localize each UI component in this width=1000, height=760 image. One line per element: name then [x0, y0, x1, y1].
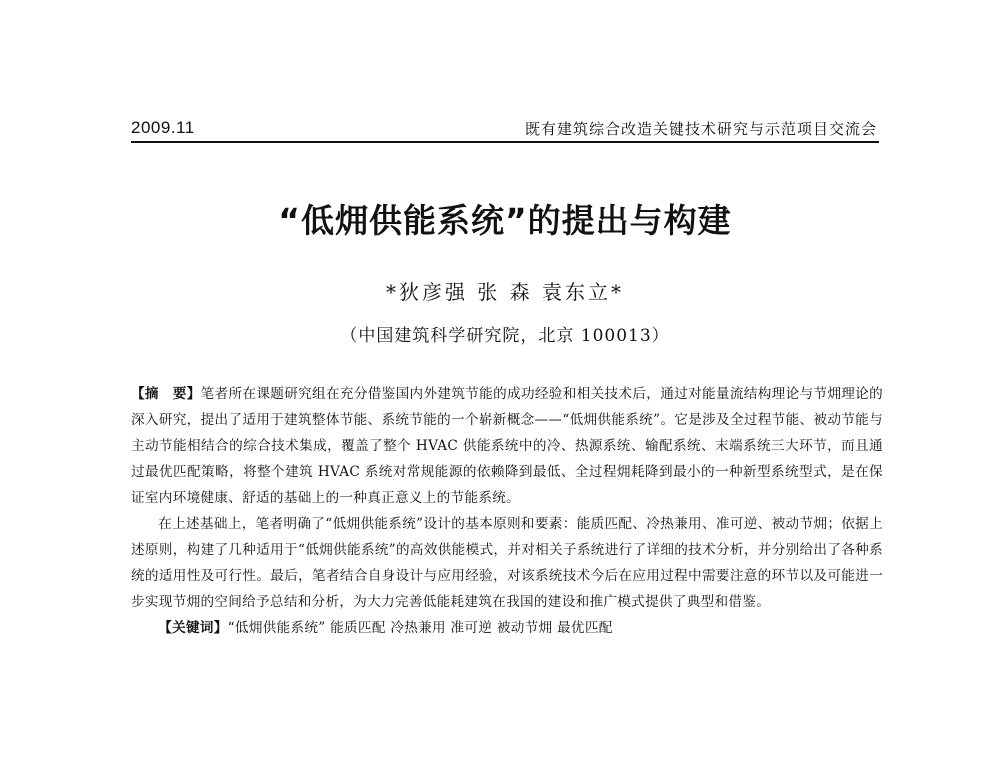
keywords-label: 【关键词】 [158, 620, 228, 636]
header-conference: 既有建筑综合改造关键技术研究与示范项目交流会 [524, 119, 877, 138]
abstract-text: 笔者所在课题研究组在充分借鉴国内外建筑节能的成功经验和相关技术后，通过对能量流结构理论与节㶲理论的深入研究，提出了适用于建筑整体节能、系统节能的一个崭新概念——“低㶲供能系统”。它是涉及全过程节能、被动节能与主动节能相结合的综合技术集成，覆盖了整个 HVAC 供能系统中的冷、热源系统、输配系统、末端系统三大环节，而且通过最优匹配策略，将整个建筑 HVAC 系统对常规能源的依赖降到最低、全过程㶲耗降到最小的一种新型系统型式，是在保证室内环境健康、舒适的基础上的一种真正意义上的节能系统。 [131, 386, 884, 506]
abstract-label: 【摘 要】 [131, 386, 201, 402]
abstract-body [131, 381, 883, 641]
keywords-paragraph [131, 615, 883, 641]
second-paragraph: 在上述基础上，笔者明确了“低㶲供能系统”设计的基本原则和要素：能质匹配、冷热兼用、准可逆、被动节㶲；依据上述原则，构建了几种适用于“低㶲供能系统”的高效供能模式，并对相关子系统进行了详细的技术分析，并分别给出了各种系统的适用性及可行性。最后，笔者结合自身设计与应用经验，对该系统技术今后在应用过程中需要注意的环节以及可能进一步实现节㶲的空间给予总结和分析，为大力完善低能耗建筑在我国的建设和推广模式提供了典型和借鉴。 [131, 516, 883, 610]
keywords-text: “低㶲供能系统” 能质匹配 冷热兼用 准可逆 被动节㶲 最优匹配 [227, 620, 613, 636]
page-title: “低㶲供能系统”的提出与构建 [278, 201, 732, 240]
header-date: 2009.11 [131, 118, 195, 137]
authors: *狄彦强 张 森 袁东立* [385, 280, 625, 304]
affiliation: （中国建筑科学研究院，北京 100013） [340, 326, 670, 346]
abstract-paragraph [131, 381, 883, 511]
header-rule [131, 141, 879, 143]
running-header [131, 116, 877, 140]
